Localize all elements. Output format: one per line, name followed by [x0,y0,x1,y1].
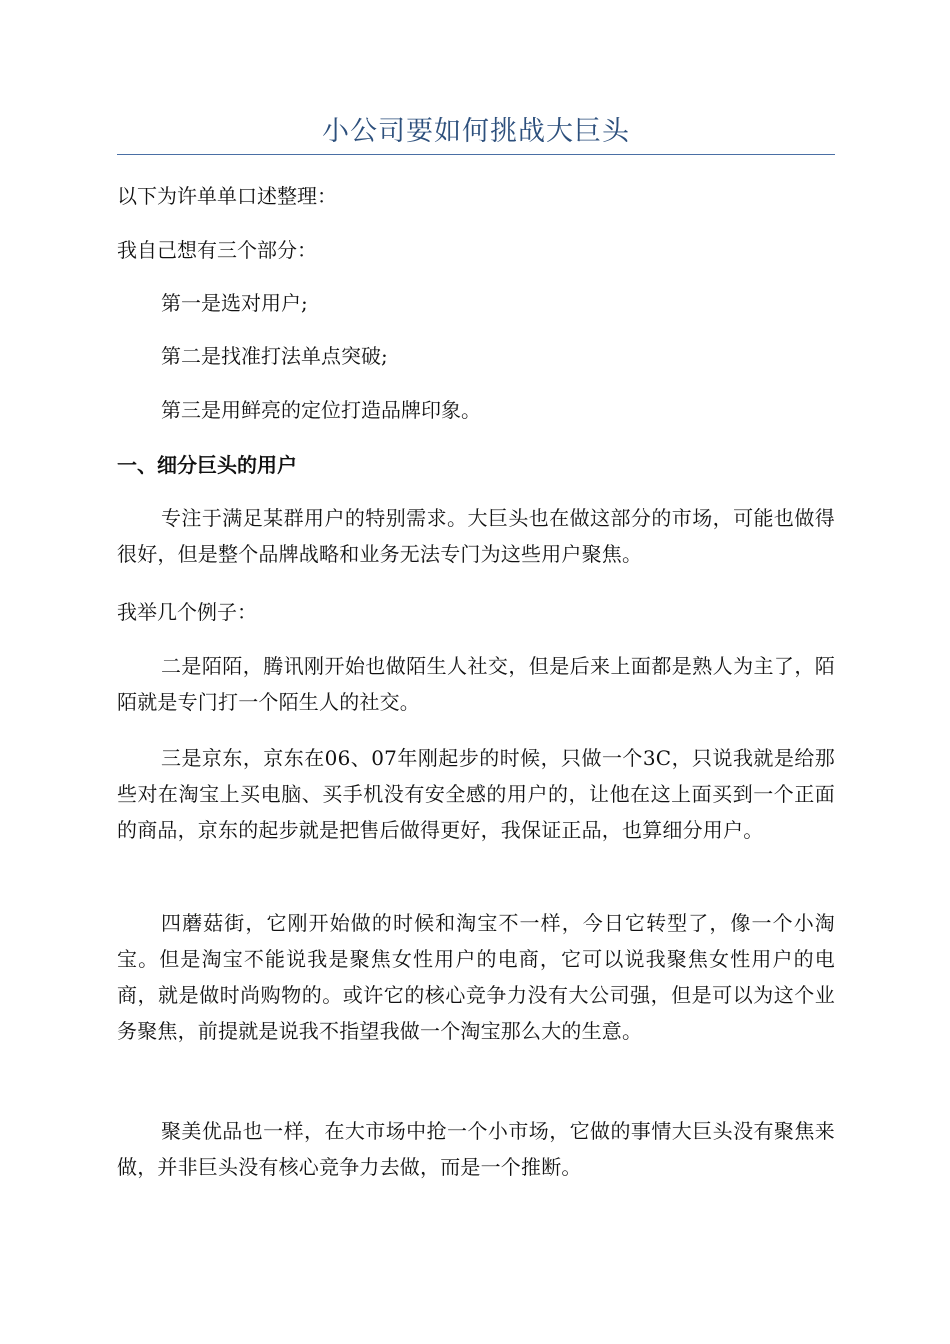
title-underline [117,154,835,155]
document-page [117,0,835,1344]
part-item-3: 第三是用鲜亮的定位打造品牌印象。 [161,398,481,422]
document-title: 小公司要如何挑战大巨头 [322,116,630,147]
examples-lead: 我举几个例子： [117,600,257,624]
paragraph-jd: 三是京东，京东在06、07年刚起步的时候，只做一个3C，只说我就是给那些对在淘宝上买电脑、买手机没有安全感的用户的，让他在这上面买到一个正面的商品，京东的起步就是把售后做得更好，我保证正品，也算细分用户。 [117,746,835,842]
section-heading: 一、细分巨头的用户 [117,453,297,477]
part-item-1: 第一是选对用户; [161,291,308,315]
parts-lead: 我自己想有三个部分： [117,238,317,262]
paragraph-momo: 二是陌陌，腾讯刚开始也做陌生人社交，但是后来上面都是熟人为主了，陌陌就是专门打一个陌生人的社交。 [117,654,835,714]
intro-line: 以下为许单单口述整理： [117,184,337,208]
paragraph-mogujie: 四蘑菇街，它刚开始做的时候和淘宝不一样，今日它转型了，像一个小淘宝。但是淘宝不能说我是聚焦女性用户的电商，它可以说我聚焦女性用户的电商，就是做时尚购物的。或许它的核心竞争力没有大公司强，但是可以为这个业务聚焦，前提就是说我不指望我做一个淘宝那么大的生意。 [117,911,835,1043]
part-item-2: 第二是找准打法单点突破; [161,344,388,368]
paragraph-focus-users: 专注于满足某群用户的特别需求。大巨头也在做这部分的市场，可能也做得很好，但是整个品牌战略和业务无法专门为这些用户聚焦。 [117,506,835,566]
paragraph-jumei: 聚美优品也一样，在大市场中抢一个小市场，它做的事情大巨头没有聚焦来做，并非巨头没有核心竞争力去做，而是一个推断。 [117,1119,835,1179]
